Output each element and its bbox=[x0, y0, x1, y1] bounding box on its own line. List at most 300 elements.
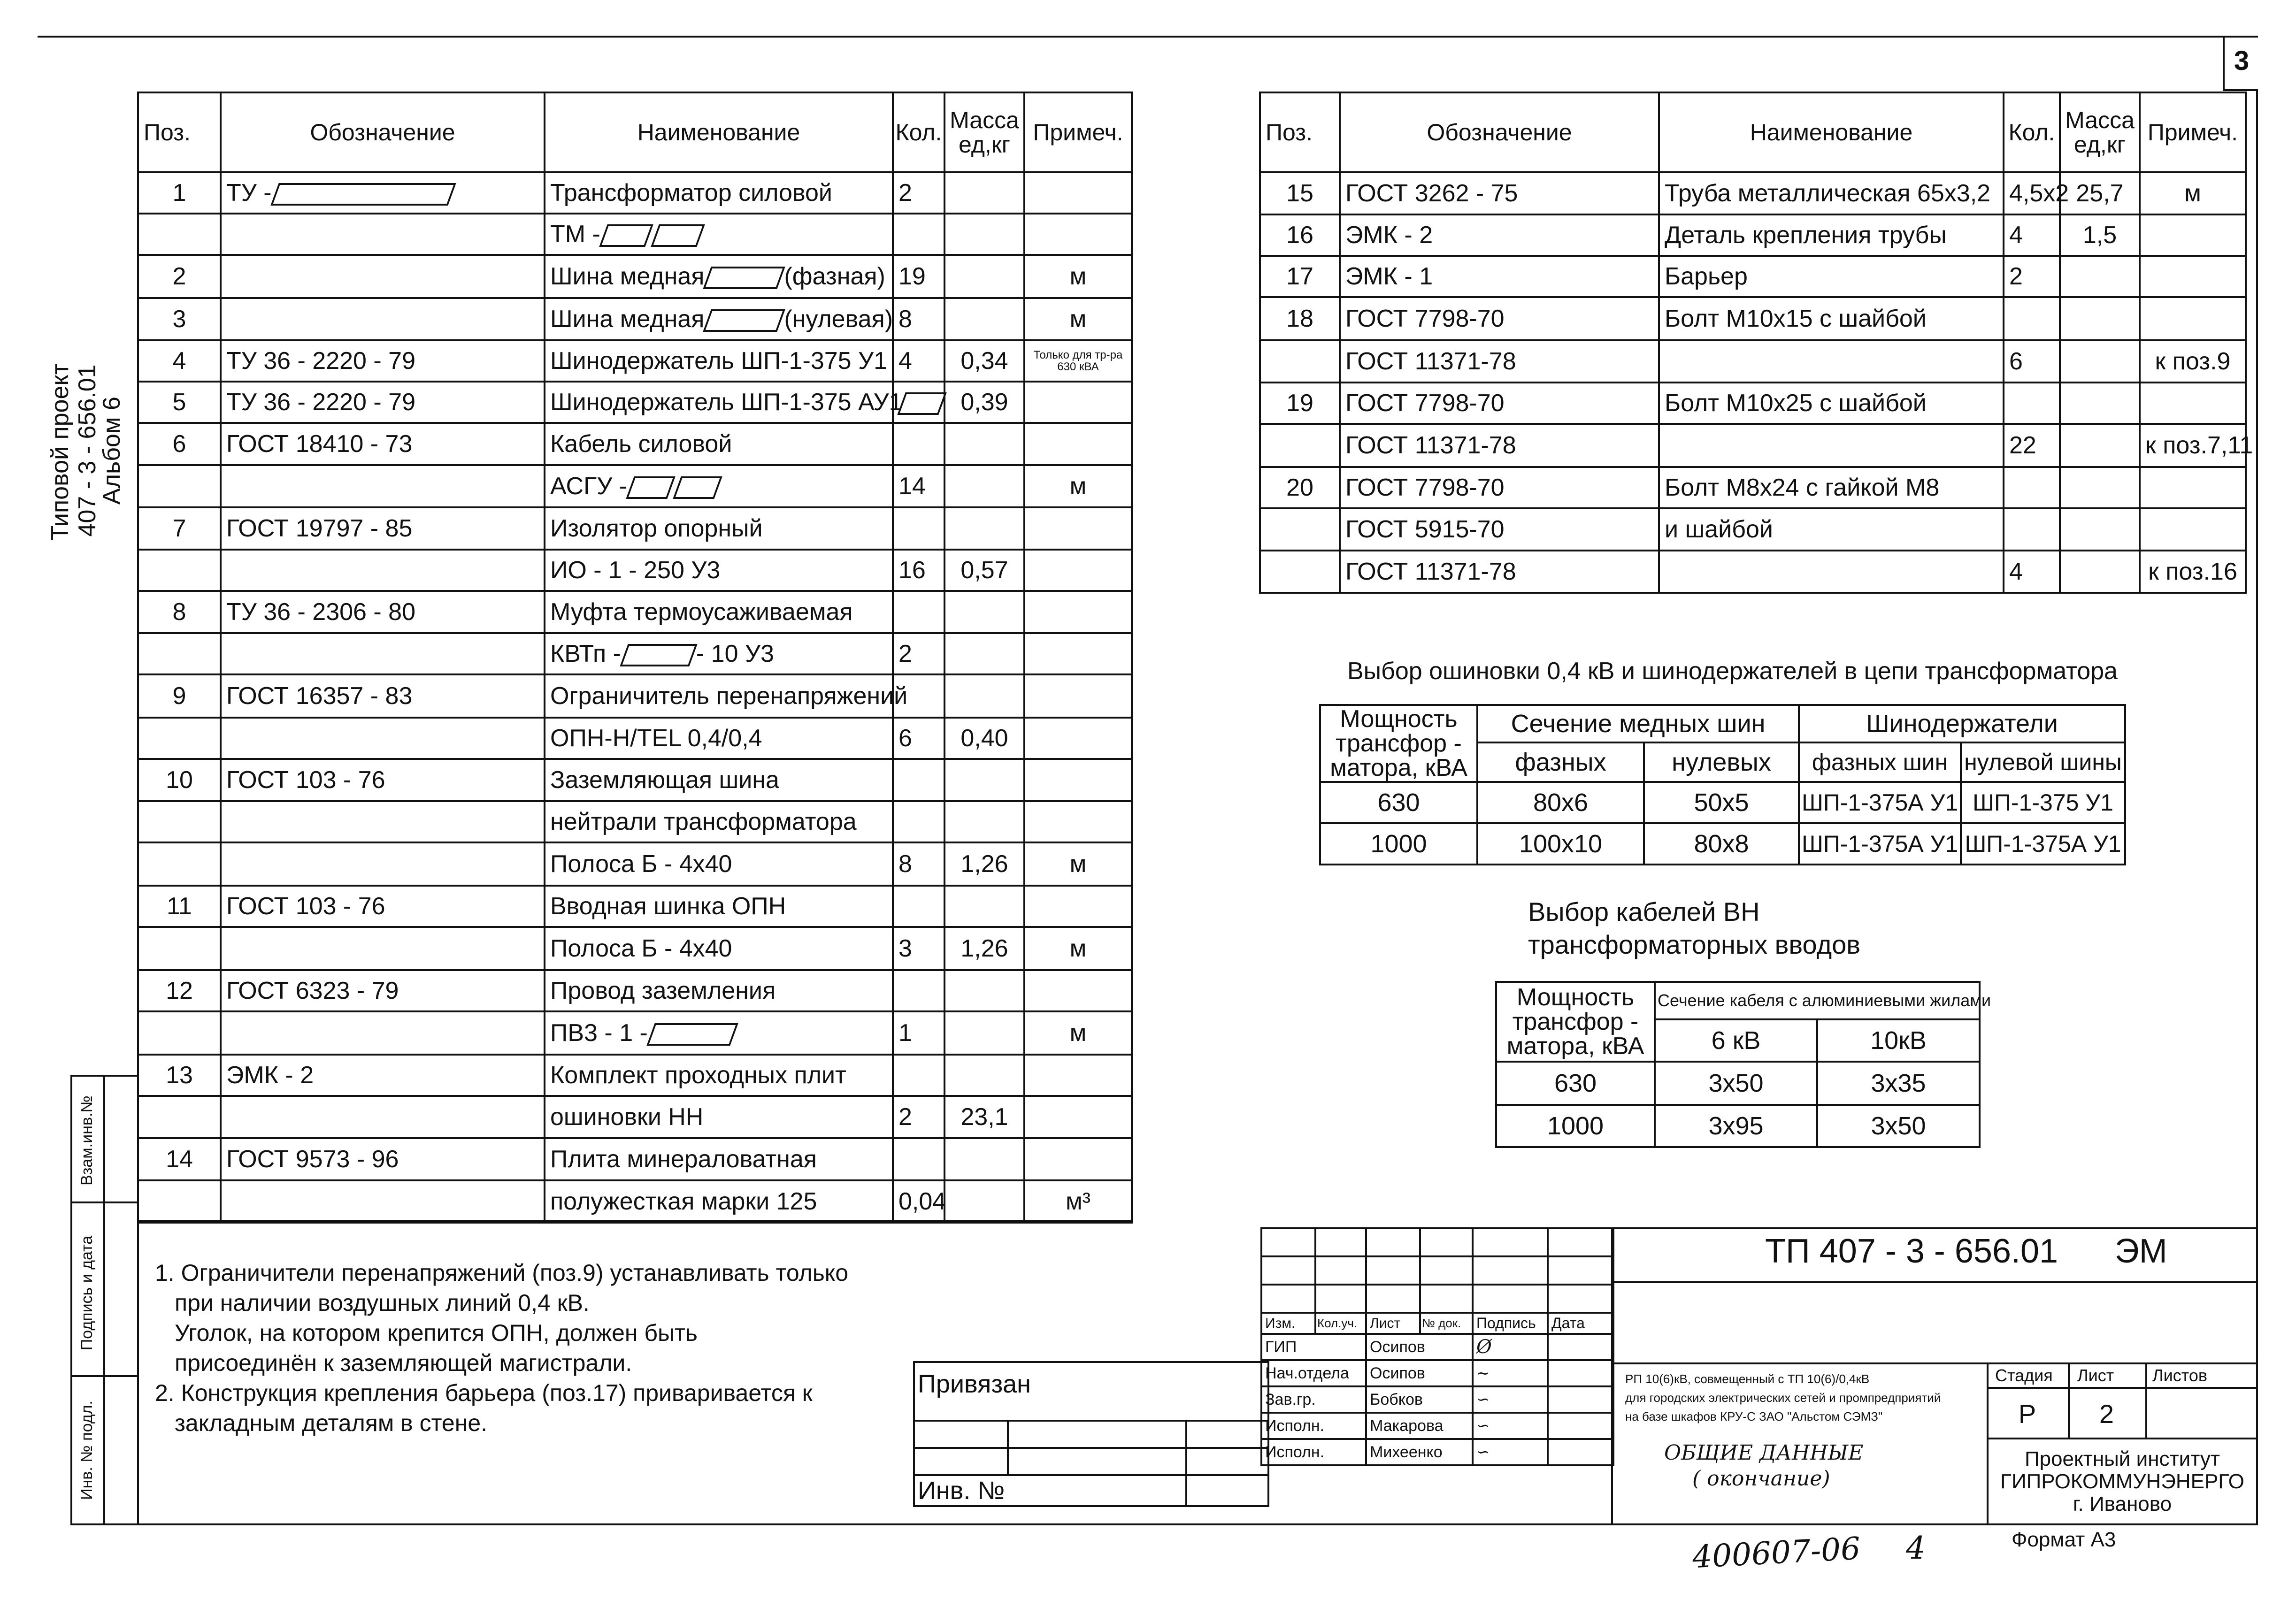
project-desc-line: РП 10(6)кВ, совмещенный с ТП 10(6)/0,4кВ bbox=[1625, 1372, 1870, 1386]
signature-mark: ∽ bbox=[1473, 1413, 1548, 1439]
spec-designation bbox=[221, 1180, 545, 1223]
busbar-sub-neutral: нулевых bbox=[1644, 742, 1799, 782]
busbar-sub-phase: фазных bbox=[1477, 742, 1644, 782]
spec-designation bbox=[221, 214, 545, 255]
blank-field bbox=[620, 644, 697, 666]
spec-mass bbox=[945, 1011, 1024, 1055]
spec-mass bbox=[945, 1055, 1024, 1096]
org-line: Проектный институт bbox=[2024, 1447, 2220, 1470]
spec-designation: ГОСТ 11371-78 bbox=[1340, 340, 1659, 383]
header-designation: Обозначение bbox=[1340, 92, 1659, 172]
spec-mass bbox=[2060, 383, 2140, 424]
spec-note: м bbox=[2140, 172, 2246, 214]
header-mass: Масса ед,кг bbox=[2060, 92, 2140, 172]
spec-designation bbox=[221, 172, 545, 214]
margin-signature-label: Подпись и дата bbox=[78, 1235, 96, 1351]
side-stamp-line2: 407 - 3 - 656.01 bbox=[74, 364, 101, 537]
busbar-cell: ШП-1-375А У1 bbox=[1799, 782, 1961, 823]
spec-pos bbox=[138, 1011, 221, 1055]
spec-row bbox=[138, 255, 1132, 298]
spec-note: м bbox=[1024, 255, 1132, 298]
spec-name-text: АСГУ - bbox=[550, 473, 628, 500]
spec-row bbox=[1260, 508, 2246, 551]
spec-pos: 14 bbox=[138, 1138, 221, 1180]
spec-name-text: КВТп - bbox=[550, 640, 621, 667]
signer-name: Макарова bbox=[1366, 1413, 1473, 1439]
spec-name bbox=[1659, 551, 2004, 593]
notes-separator bbox=[137, 1220, 1131, 1222]
frame-left bbox=[137, 92, 139, 1525]
spec-name bbox=[545, 1011, 893, 1055]
spec-note bbox=[2140, 256, 2246, 297]
spec-row bbox=[138, 1055, 1132, 1096]
note-line: при наличии воздушных линий 0,4 кВ. bbox=[175, 1290, 590, 1316]
cable-cell: 3х50 bbox=[1817, 1105, 1980, 1147]
spec-pos bbox=[138, 718, 221, 759]
spec-qty bbox=[893, 591, 945, 633]
spec-note bbox=[1024, 382, 1132, 423]
spec-note bbox=[1024, 886, 1132, 927]
spec-row bbox=[1260, 172, 2246, 214]
spec-qty: 19 bbox=[893, 255, 945, 298]
spec-mass bbox=[945, 886, 1024, 927]
margin-inv-label: Инв. № подл. bbox=[78, 1400, 96, 1500]
header-mass: Масса ед,кг bbox=[945, 92, 1024, 172]
cable-table-title-2: трансформаторных вводов bbox=[1528, 930, 1861, 959]
spec-row bbox=[138, 298, 1132, 340]
spec-designation: ГОСТ 7798-70 bbox=[1340, 297, 1659, 340]
spec-pos bbox=[138, 465, 221, 507]
spec-designation: ЭМК - 1 bbox=[1340, 256, 1659, 297]
spec-row bbox=[1260, 256, 2246, 297]
spec-name bbox=[545, 255, 893, 298]
spec-row bbox=[138, 842, 1132, 886]
busbar-cell: ШП-1-375А У1 bbox=[1961, 823, 2125, 865]
sheets-label: Листов bbox=[2152, 1366, 2207, 1385]
spec-qty: 4 bbox=[2004, 214, 2060, 256]
spec-row bbox=[138, 423, 1132, 465]
spec-pos bbox=[1260, 424, 1340, 467]
spec-row bbox=[1260, 340, 2246, 383]
note-line: 2. Конструкция крепления барьера (поз.17) приваривается к bbox=[155, 1380, 813, 1406]
spec-note: м bbox=[1024, 842, 1132, 886]
sheet-value: 2 bbox=[2099, 1399, 2114, 1429]
spec-qty bbox=[893, 886, 945, 927]
blank-field bbox=[270, 183, 456, 206]
spec-note bbox=[1024, 591, 1132, 633]
cable-cell: 3х95 bbox=[1655, 1105, 1817, 1147]
busbar-cell: 100х10 bbox=[1477, 823, 1644, 865]
spec-qty bbox=[2004, 383, 2060, 424]
spec-row bbox=[138, 591, 1132, 633]
spec-note: м bbox=[1024, 298, 1132, 340]
stage-value: Р bbox=[2018, 1399, 2036, 1429]
spec-designation: ТУ 36 - 2306 - 80 bbox=[221, 591, 545, 633]
inv-no-label: Инв. № bbox=[914, 1475, 1186, 1506]
spec-qty bbox=[893, 382, 945, 423]
spec-qty bbox=[893, 507, 945, 550]
spec-pos: 10 bbox=[138, 759, 221, 801]
spec-designation bbox=[221, 1096, 545, 1138]
spec-name-suffix: (фазная) bbox=[784, 263, 885, 290]
spec-pos: 12 bbox=[138, 970, 221, 1011]
signer-role: Зав.гр. bbox=[1261, 1386, 1366, 1413]
spec-mass bbox=[945, 507, 1024, 550]
note-line: присоединён к заземляющей магистрали. bbox=[175, 1350, 632, 1376]
spec-name: ИО - 1 - 250 У3 bbox=[545, 550, 893, 591]
spec-mass bbox=[945, 172, 1024, 214]
spec-note bbox=[2140, 508, 2246, 551]
spec-note: м bbox=[1024, 927, 1132, 970]
spec-pos bbox=[138, 633, 221, 674]
spec-qty: 1 bbox=[893, 1011, 945, 1055]
busbar-group-holders: Шинодержатели bbox=[1799, 705, 2125, 742]
spec-note: к поз.7,11 bbox=[2140, 424, 2246, 467]
header-name: Наименование bbox=[545, 92, 893, 172]
spec-pos bbox=[1260, 340, 1340, 383]
spec-pos: 1 bbox=[138, 172, 221, 214]
rev-header-kolych: Кол.уч. bbox=[1315, 1313, 1366, 1334]
doc-code: ТП 407 - 3 - 656.01 bbox=[1765, 1232, 2058, 1270]
spec-pos: 9 bbox=[138, 674, 221, 718]
spec-designation: ГОСТ 103 - 76 bbox=[221, 759, 545, 801]
spec-mass bbox=[945, 1180, 1024, 1223]
spec-designation bbox=[221, 633, 545, 674]
spec-designation: ГОСТ 5915-70 bbox=[1340, 508, 1659, 551]
org-line: ГИПРОКОММУНЭНЕРГО bbox=[2000, 1470, 2244, 1493]
page-number: 3 bbox=[2234, 46, 2250, 76]
spec-mass bbox=[945, 1138, 1024, 1180]
spec-designation: ГОСТ 6323 - 79 bbox=[221, 970, 545, 1011]
spec-row bbox=[138, 214, 1132, 255]
spec-mass bbox=[2060, 467, 2140, 508]
org-line: г. Иваново bbox=[2073, 1492, 2172, 1515]
spec-mass bbox=[945, 214, 1024, 255]
spec-designation: ГОСТ 16357 - 83 bbox=[221, 674, 545, 718]
spec-mass bbox=[945, 674, 1024, 718]
busbar-sub-phase-bars: фазных шин bbox=[1799, 742, 1961, 782]
busbar-group-section: Сечение медных шин bbox=[1477, 705, 1799, 742]
spec-designation: ГОСТ 18410 - 73 bbox=[221, 423, 545, 465]
cable-sub-6kv: 6 кВ bbox=[1655, 1019, 1817, 1062]
busbar-cell: 80х8 bbox=[1644, 823, 1799, 865]
spec-note: Только для тр-ра 630 кВА bbox=[1024, 340, 1132, 382]
header-name: Наименование bbox=[1659, 92, 2004, 172]
spec-pos: 16 bbox=[1260, 214, 1340, 256]
spec-note bbox=[1024, 214, 1132, 255]
spec-name: Кабель силовой bbox=[545, 423, 893, 465]
spec-note bbox=[1024, 423, 1132, 465]
spec-qty: 2 bbox=[893, 633, 945, 674]
spec-note bbox=[1024, 1096, 1132, 1138]
spec-mass bbox=[945, 423, 1024, 465]
spec-pos bbox=[138, 1096, 221, 1138]
spec-designation: ЭМК - 2 bbox=[1340, 214, 1659, 256]
spec-designation bbox=[221, 801, 545, 842]
spec-qty: 4,5х2 bbox=[2004, 172, 2060, 214]
spec-name: Вводная шинка ОПН bbox=[545, 886, 893, 927]
archive-number: 400607-06 bbox=[1691, 1530, 1862, 1576]
spec-row bbox=[138, 382, 1132, 423]
spec-name bbox=[545, 633, 893, 674]
spec-note bbox=[1024, 633, 1132, 674]
spec-name: Заземляющая шина bbox=[545, 759, 893, 801]
signature-mark: Ø bbox=[1473, 1334, 1548, 1360]
rev-header-list: Лист bbox=[1366, 1313, 1420, 1334]
spec-name bbox=[545, 465, 893, 507]
spec-qty bbox=[893, 801, 945, 842]
frame-bottom bbox=[70, 1523, 2258, 1525]
side-stamp-line3: Альбом 6 bbox=[98, 397, 125, 505]
spec-pos bbox=[138, 214, 221, 255]
spec-qty: 4 bbox=[893, 340, 945, 382]
spec-name-text: ПВ3 - 1 - bbox=[550, 1019, 648, 1047]
spec-row bbox=[138, 718, 1132, 759]
spec-pos: 3 bbox=[138, 298, 221, 340]
spec-designation bbox=[221, 465, 545, 507]
revision-grid bbox=[1260, 1227, 1614, 1466]
signer-role: Исполн. bbox=[1261, 1413, 1366, 1439]
spec-row bbox=[138, 674, 1132, 718]
spec-designation bbox=[221, 550, 545, 591]
cable-cell: 3х50 bbox=[1655, 1062, 1817, 1105]
spec-pos bbox=[1260, 508, 1340, 551]
spec-note bbox=[2140, 297, 2246, 340]
spec-row bbox=[1260, 467, 2246, 508]
spec-note: м bbox=[1024, 1011, 1132, 1055]
spec-mass bbox=[945, 255, 1024, 298]
spec-row bbox=[138, 633, 1132, 674]
spec-mass: 0,40 bbox=[945, 718, 1024, 759]
format-label: Формат А3 bbox=[2012, 1528, 2116, 1551]
spec-qty bbox=[2004, 467, 2060, 508]
spec-row bbox=[138, 1096, 1132, 1138]
spec-name: Комплект проходных плит bbox=[545, 1055, 893, 1096]
header-note: Примеч. bbox=[2140, 92, 2246, 172]
blank-field bbox=[897, 392, 946, 415]
spec-designation: ТУ 36 - 2220 - 79 bbox=[221, 340, 545, 382]
spec-note: к поз.9 bbox=[2140, 340, 2246, 383]
signer-name: Осипов bbox=[1366, 1334, 1473, 1360]
header-pos: Поз. bbox=[138, 92, 221, 172]
spec-mass bbox=[2060, 297, 2140, 340]
margin-vzam-label: Взам.инв.№ bbox=[78, 1095, 96, 1186]
organization bbox=[1989, 1448, 2256, 1515]
spec-mass bbox=[2060, 424, 2140, 467]
busbar-cell: ШП-1-375А У1 bbox=[1799, 823, 1961, 865]
spec-name: ошиновки НН bbox=[545, 1096, 893, 1138]
spec-designation-text: ТУ - bbox=[226, 179, 272, 207]
spec-row bbox=[1260, 297, 2246, 340]
spec-note bbox=[2140, 383, 2246, 424]
signature-mark: ∽ bbox=[1473, 1386, 1548, 1413]
cable-table-title-1: Выбор кабелей ВН bbox=[1528, 897, 1760, 926]
spec-note bbox=[1024, 550, 1132, 591]
side-stamp-line1: Типовой проект bbox=[46, 363, 74, 541]
spec-pos: 18 bbox=[1260, 297, 1340, 340]
spec-mass bbox=[2060, 508, 2140, 551]
spec-mass bbox=[945, 633, 1024, 674]
spec-name: Полоса Б - 4х40 bbox=[545, 927, 893, 970]
spec-note bbox=[1024, 674, 1132, 718]
spec-row bbox=[1260, 424, 2246, 467]
spec-pos: 15 bbox=[1260, 172, 1340, 214]
spec-row bbox=[138, 172, 1132, 214]
cable-table bbox=[1495, 981, 1991, 1148]
header-qty: Кол. bbox=[2004, 92, 2060, 172]
privyazan-label: Привязан bbox=[914, 1362, 1268, 1421]
spec-qty bbox=[893, 423, 945, 465]
left-spec-table bbox=[137, 92, 1133, 1224]
spec-pos: 20 bbox=[1260, 467, 1340, 508]
header-designation: Обозначение bbox=[221, 92, 545, 172]
spec-note: к поз.16 bbox=[2140, 551, 2246, 593]
spec-note: м³ bbox=[1024, 1180, 1132, 1223]
spec-designation: ГОСТ 9573 - 96 bbox=[221, 1138, 545, 1180]
project-desc-line: для городских электрических сетей и промпредприятий bbox=[1625, 1391, 1941, 1405]
spec-qty: 14 bbox=[893, 465, 945, 507]
rev-header-doc: № док. bbox=[1420, 1313, 1473, 1334]
spec-mass: 1,5 bbox=[2060, 214, 2140, 256]
spec-row bbox=[138, 1011, 1132, 1055]
spec-qty bbox=[893, 759, 945, 801]
note-line: закладным деталям в стене. bbox=[175, 1410, 488, 1436]
spec-row bbox=[138, 465, 1132, 507]
spec-name bbox=[545, 214, 893, 255]
blank-field bbox=[626, 476, 675, 499]
cable-group: Сечение кабеля с алюминиевыми жилами bbox=[1655, 982, 1980, 1019]
right-spec-table bbox=[1259, 92, 2253, 594]
cable-cell: 630 bbox=[1496, 1062, 1655, 1105]
spec-name: Шинодержатель ШП-1-375 У1 bbox=[545, 340, 893, 382]
rev-header-date: Дата bbox=[1548, 1313, 1613, 1334]
spec-designation: ГОСТ 3262 - 75 bbox=[1340, 172, 1659, 214]
spec-pos: 2 bbox=[138, 255, 221, 298]
spec-qty bbox=[2004, 508, 2060, 551]
spec-name: Провод заземления bbox=[545, 970, 893, 1011]
signature-mark: ~ bbox=[1473, 1360, 1548, 1386]
spec-name: Трансформатор силовой bbox=[545, 172, 893, 214]
spec-note bbox=[1024, 718, 1132, 759]
spec-row bbox=[138, 1180, 1132, 1223]
spec-mass bbox=[2060, 340, 2140, 383]
spec-designation bbox=[221, 927, 545, 970]
spec-name: Болт М10х15 с шайбой bbox=[1659, 297, 2004, 340]
spec-name: ОПН-Н/TEL 0,4/0,4 bbox=[545, 718, 893, 759]
spec-qty: 8 bbox=[893, 298, 945, 340]
spec-designation: ГОСТ 7798-70 bbox=[1340, 467, 1659, 508]
spec-note bbox=[2140, 214, 2246, 256]
blank-field bbox=[651, 224, 705, 247]
spec-qty: 3 bbox=[893, 927, 945, 970]
busbar-table-title: Выбор ошиновки 0,4 кВ и шинодержателей в цепи трансформатора bbox=[1347, 658, 2118, 685]
sheet-title-1: ОБЩИЕ ДАННЫЕ bbox=[1664, 1441, 1864, 1465]
cable-cell: 3х35 bbox=[1817, 1062, 1980, 1105]
sheet-title-2: ( окончание) bbox=[1692, 1467, 1830, 1491]
note-line: Уголок, на котором крепится ОПН, должен быть bbox=[175, 1320, 698, 1346]
spec-designation: ТУ 36 - 2220 - 79 bbox=[221, 382, 545, 423]
spec-designation: ГОСТ 19797 - 85 bbox=[221, 507, 545, 550]
spec-pos: 6 bbox=[138, 423, 221, 465]
spec-row bbox=[138, 759, 1132, 801]
spec-pos: 11 bbox=[138, 886, 221, 927]
spec-qty bbox=[893, 214, 945, 255]
spec-pos: 17 bbox=[1260, 256, 1340, 297]
header-qty: Кол. bbox=[893, 92, 945, 172]
spec-qty bbox=[893, 1138, 945, 1180]
spec-designation bbox=[221, 298, 545, 340]
spec-qty: 16 bbox=[893, 550, 945, 591]
spec-name: Ограничитель перенапряжений bbox=[545, 674, 893, 718]
spec-row bbox=[1260, 551, 2246, 593]
spec-pos: 8 bbox=[138, 591, 221, 633]
spec-name: Муфта термоусаживаемая bbox=[545, 591, 893, 633]
spec-qty: 22 bbox=[2004, 424, 2060, 467]
spec-mass: 0,39 bbox=[945, 382, 1024, 423]
spec-designation: ГОСТ 11371-78 bbox=[1340, 424, 1659, 467]
frame-right bbox=[2256, 89, 2258, 1525]
spec-designation: ГОСТ 103 - 76 bbox=[221, 886, 545, 927]
spec-designation bbox=[221, 718, 545, 759]
spec-name bbox=[1659, 340, 2004, 383]
spec-qty: 6 bbox=[893, 718, 945, 759]
signer-name: Осипов bbox=[1366, 1360, 1473, 1386]
spec-mass bbox=[2060, 551, 2140, 593]
spec-mass: 25,7 bbox=[2060, 172, 2140, 214]
spec-mass bbox=[945, 591, 1024, 633]
spec-mass: 0,34 bbox=[945, 340, 1024, 382]
spec-name: Болт М8х24 с гайкой М8 bbox=[1659, 467, 2004, 508]
binding-grid bbox=[913, 1361, 1269, 1507]
spec-row bbox=[138, 1138, 1132, 1180]
spec-qty: 8 bbox=[893, 842, 945, 886]
stage-label: Стадия bbox=[1995, 1366, 2053, 1385]
spec-qty: 2 bbox=[2004, 256, 2060, 297]
spec-name: Деталь крепления трубы bbox=[1659, 214, 2004, 256]
header-pos: Поз. bbox=[1260, 92, 1340, 172]
spec-note bbox=[1024, 1055, 1132, 1096]
spec-pos bbox=[138, 801, 221, 842]
spec-pos: 4 bbox=[138, 340, 221, 382]
spec-note bbox=[1024, 801, 1132, 842]
signer-name: Михеенко bbox=[1366, 1439, 1473, 1465]
spec-qty: 0,04 bbox=[893, 1180, 945, 1223]
spec-name: Изолятор опорный bbox=[545, 507, 893, 550]
spec-qty: 4 bbox=[2004, 551, 2060, 593]
spec-row bbox=[138, 550, 1132, 591]
doc-type: ЭМ bbox=[2115, 1232, 2167, 1270]
busbar-cell: 630 bbox=[1320, 782, 1477, 823]
spec-pos: 5 bbox=[138, 382, 221, 423]
note-line: 1. Ограничители перенапряжений (поз.9) устанавливать только bbox=[155, 1260, 849, 1286]
blank-field bbox=[673, 476, 722, 499]
spec-name: Болт М10х25 с шайбой bbox=[1659, 383, 2004, 424]
busbar-sub-neutral-bar: нулевой шины bbox=[1961, 742, 2125, 782]
blank-field bbox=[703, 267, 785, 289]
rev-header-signature: Подпись bbox=[1473, 1313, 1548, 1334]
spec-mass: 0,57 bbox=[945, 550, 1024, 591]
spec-name-suffix: (нулевая) bbox=[784, 306, 893, 333]
spec-pos bbox=[138, 842, 221, 886]
spec-qty: 2 bbox=[893, 172, 945, 214]
spec-note bbox=[1024, 759, 1132, 801]
busbar-table bbox=[1319, 704, 2126, 865]
spec-designation: ЭМК - 2 bbox=[221, 1055, 545, 1096]
spec-name bbox=[1659, 424, 2004, 467]
spec-pos bbox=[138, 550, 221, 591]
spec-row bbox=[1260, 383, 2246, 424]
archive-sheet: 4 bbox=[1906, 1530, 1926, 1566]
